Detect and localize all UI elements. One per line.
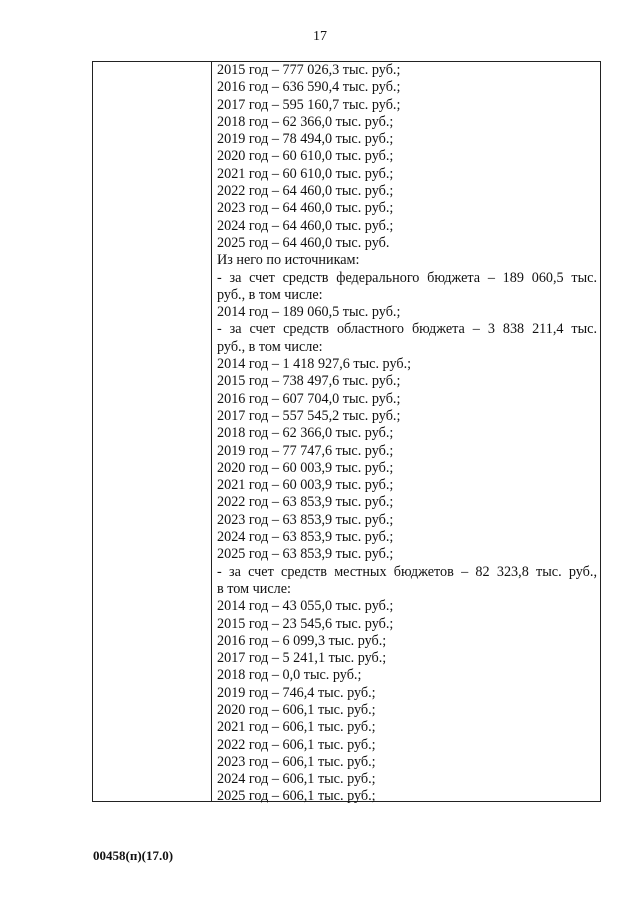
table-line: 2019 год – 77 747,6 тыс. руб.;	[217, 442, 394, 459]
table-line: 2023 год – 606,1 тыс. руб.;	[217, 753, 376, 770]
table-line: 2020 год – 606,1 тыс. руб.;	[217, 701, 376, 718]
table-line: руб., в том числе:	[217, 338, 323, 355]
table-line: 2024 год – 64 460,0 тыс. руб.;	[217, 217, 394, 234]
table-line: 2015 год – 23 545,6 тыс. руб.;	[217, 615, 394, 632]
table-line: 2014 год – 43 055,0 тыс. руб.;	[217, 598, 394, 615]
table-line: 2017 год – 595 160,7 тыс. руб.;	[217, 96, 401, 113]
table-line: 2024 год – 63 853,9 тыс. руб.;	[217, 529, 394, 546]
table-line: 2021 год – 60 003,9 тыс. руб.;	[217, 477, 394, 494]
table-line: 2020 год – 60 610,0 тыс. руб.;	[217, 148, 394, 165]
table-line: 2022 год – 606,1 тыс. руб.;	[217, 736, 376, 753]
table-line: 2023 год – 63 853,9 тыс. руб.;	[217, 511, 394, 528]
table-line: Из него по источникам:	[217, 252, 360, 269]
table-line: 2025 год – 63 853,9 тыс. руб.;	[217, 546, 394, 563]
document-code: 00458(п)(17.0)	[93, 848, 174, 863]
table-line: руб., в том числе:	[217, 286, 323, 303]
table-line: 2025 год – 64 460,0 тыс. руб.	[217, 234, 390, 251]
table-line: 2016 год – 636 590,4 тыс. руб.;	[217, 79, 401, 96]
table-line: 2024 год – 606,1 тыс. руб.;	[217, 771, 376, 788]
table-line: 2017 год – 557 545,2 тыс. руб.;	[217, 407, 401, 424]
table-line: - за счет средств местных бюджетов – 82 323,8 тыс. руб.,	[217, 563, 597, 580]
table-line: 2016 год – 607 704,0 тыс. руб.;	[217, 390, 401, 407]
table-line: в том числе:	[217, 580, 291, 597]
table-line: 2018 год – 62 366,0 тыс. руб.;	[217, 113, 394, 130]
table-line: 2015 год – 738 497,6 тыс. руб.;	[217, 373, 401, 390]
table-line: 2019 год – 78 494,0 тыс. руб.;	[217, 131, 394, 148]
table-line: - за счет средств федерального бюджета – 189 060,5 тыс.	[217, 269, 597, 286]
table-line: 2016 год – 6 099,3 тыс. руб.;	[217, 632, 387, 649]
table-line: 2022 год – 63 853,9 тыс. руб.;	[217, 494, 394, 511]
table-line: 2025 год – 606,1 тыс. руб.;	[217, 788, 376, 805]
table-line: 2014 год – 189 060,5 тыс. руб.;	[217, 304, 401, 321]
table-line: 2018 год – 0,0 тыс. руб.;	[217, 667, 362, 684]
table-line: 2017 год – 5 241,1 тыс. руб.;	[217, 650, 387, 667]
funding-table	[92, 61, 601, 805]
table-line: 2021 год – 60 610,0 тыс. руб.;	[217, 165, 394, 182]
table-line: 2022 год – 64 460,0 тыс. руб.;	[217, 183, 394, 200]
funding-details-cell	[217, 62, 597, 806]
table-line: 2021 год – 606,1 тыс. руб.;	[217, 719, 376, 736]
table-line: 2018 год – 62 366,0 тыс. руб.;	[217, 425, 394, 442]
table-line: 2014 год – 1 418 927,6 тыс. руб.;	[217, 356, 412, 373]
column-divider	[211, 62, 212, 801]
table-line: 2020 год – 60 003,9 тыс. руб.;	[217, 459, 394, 476]
table-line: 2015 год – 777 026,3 тыс. руб.;	[217, 62, 401, 78]
table-line: 2023 год – 64 460,0 тыс. руб.;	[217, 200, 394, 217]
table-line: 2019 год – 746,4 тыс. руб.;	[217, 684, 376, 701]
page-number: 17	[313, 29, 327, 44]
table-line: - за счет средств областного бюджета – 3 838 211,4 тыс.	[217, 321, 597, 338]
